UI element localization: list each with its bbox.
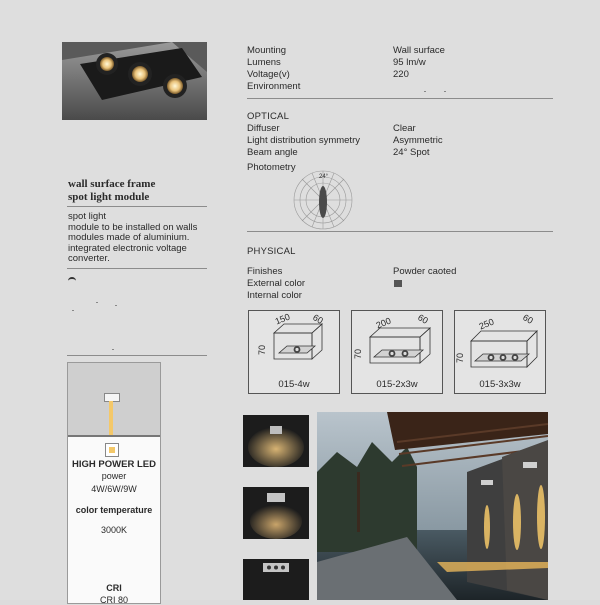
description-line: module to be installed on walls [68,221,198,233]
spec-table [247,45,445,93]
spec-value: 95 lm/w [393,57,426,68]
speck [424,91,426,92]
chip-icon [105,443,119,457]
description-line: modules made of aluminium. [68,232,190,243]
speck [112,349,114,350]
dim-code: 015-3x3w [479,379,521,390]
lighting-thumbnail [243,415,309,467]
divider [67,355,207,356]
spec-label: Light distribution symmetry [247,135,360,146]
dim-height: 70 [455,352,466,364]
lighting-thumbnail [243,487,309,539]
installation-photo [317,412,548,600]
divider [247,231,553,232]
product-title-line2: spot light module [68,191,150,203]
dim-depth: 60 [311,312,325,326]
speck [72,310,74,311]
spec-value: 24° Spot [393,147,430,158]
spec-row [247,45,445,57]
finish-value: Powder caoted [393,266,457,277]
optical-title: OPTICAL [247,111,290,122]
product-title [68,178,208,204]
divider [247,98,553,99]
cri-label: CRI [106,583,122,593]
ct-value: 3000K [100,525,128,535]
spec-label: Voltage(v) [247,69,290,80]
spec-label: Environment [247,81,301,92]
spec-label: Beam angle [247,147,298,158]
spec-label: Lumens [247,57,281,68]
spec-value: Wall surface [393,45,445,56]
dimension-drawing [351,310,443,394]
power-label: power [101,471,127,481]
dim-height: 70 [353,348,364,360]
physical-title: PHYSICAL [247,246,296,257]
dimension-drawing [248,310,340,394]
card-header-graphic [68,363,160,437]
photometry-label: Photometry [247,162,296,173]
finishes-label: Finishes [247,266,283,277]
spec-row [247,147,443,159]
description-line: spot light [68,211,107,222]
dim-length: 200 [374,315,393,331]
led-info-card [67,362,161,604]
spec-row [247,123,443,135]
dim-depth: 60 [416,312,430,326]
light-beam [109,401,113,435]
spec-row [247,135,443,147]
bullet-mark [68,277,76,283]
ct-label: color temperature [75,505,153,515]
photometry-angle: 24° [319,174,329,180]
spec-label: Mounting [247,45,287,56]
lighting-thumbnail [243,559,309,600]
spec-value: Clear [393,123,416,134]
product-description [68,212,213,265]
led-title: HIGH POWER LED [72,459,156,470]
optical-table [247,123,443,159]
power-value: 4W/6W/9W [91,484,137,494]
divider [67,206,207,207]
speck [444,91,446,92]
dimension-drawing [454,310,546,394]
spec-row [247,69,445,81]
dim-code: 015-2x3w [376,379,418,390]
chip-core [109,447,115,453]
internal-color-label: Internal color [247,290,302,301]
dim-length: 250 [477,316,496,332]
speck [115,305,117,306]
dim-length: 150 [273,311,292,327]
spec-value: Asymmetric [393,135,443,146]
speck [96,302,98,303]
spec-label: Diffuser [247,123,280,134]
spec-value: 220 [393,69,409,80]
product-title-line1: wall surface frame [68,178,156,190]
spec-row [247,57,445,69]
divider [67,268,207,269]
color-swatch [394,280,402,287]
dim-height: 70 [257,344,268,356]
product-photo [62,42,207,120]
dim-code: 015-4w [278,379,310,390]
description-line: integrated electronic voltage [68,242,187,254]
spec-row [247,81,445,93]
description-line: converter. [68,253,110,264]
cri-value: CRI 80 [99,595,128,605]
dim-depth: 60 [521,312,535,326]
physical-labels [247,266,305,302]
external-color-label: External color [247,278,306,289]
